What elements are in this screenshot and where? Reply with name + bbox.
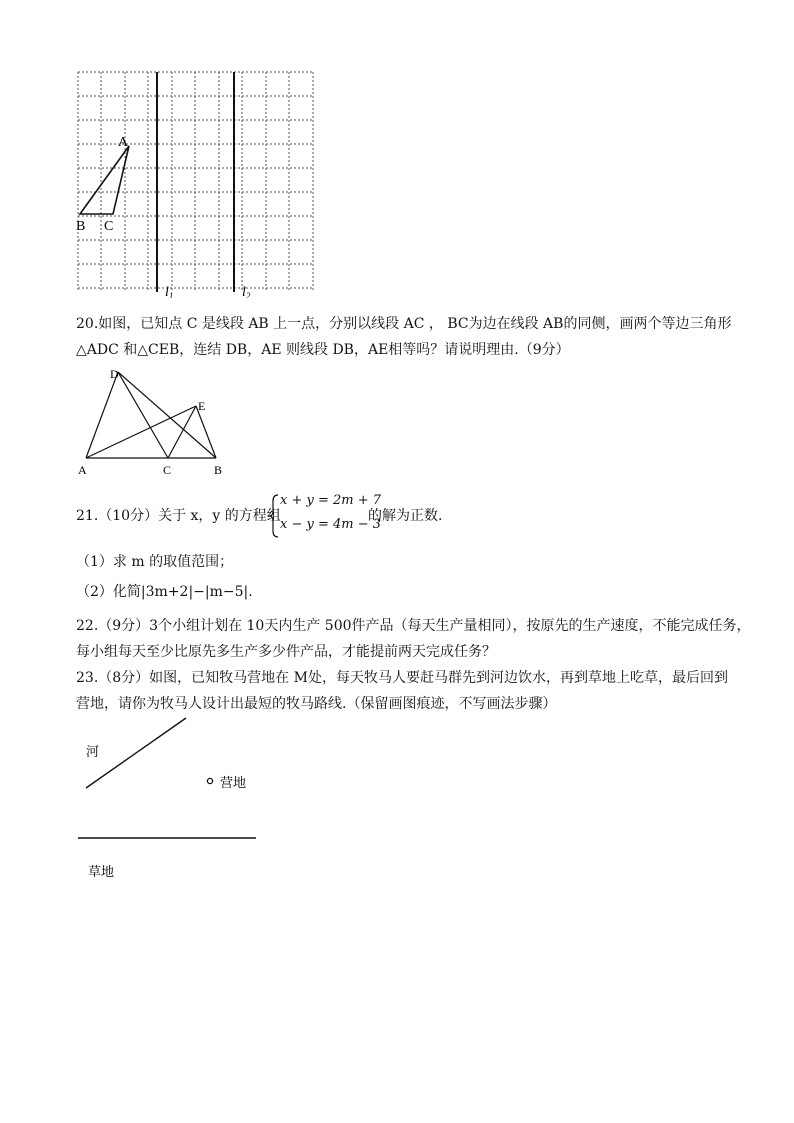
q20-line1: 20.如图，已知点 C 是线段 AB 上一点，分别以线段 AC ， BC为边在线段 AB的同侧，画两个等边三角形 — [76, 316, 732, 332]
brace-icon — [268, 494, 280, 538]
label-c2: C — [163, 463, 172, 477]
q22-line1: 22.（9分）3个小组计划在 10天内生产 500件产品（每天生产量相同），按原先的生产速度，不能完成任务， — [76, 618, 751, 634]
label-a2: A — [78, 463, 87, 477]
q21-suffix: 的解为正数. — [368, 508, 443, 524]
q22-line2: 每小组每天至少比原先多生产多少件产品，才能提前两天完成任务？ — [76, 644, 496, 660]
grid-lines — [78, 72, 314, 292]
label-camp: 营地 — [220, 775, 247, 790]
river-line — [86, 718, 186, 788]
label-a: A — [118, 135, 129, 150]
label-b: B — [76, 219, 86, 234]
label-river: 河 — [86, 744, 100, 759]
q21-eq1: x + y = 2m + 7 — [280, 493, 382, 508]
label-e: E — [198, 399, 206, 413]
label-c: C — [104, 219, 114, 234]
label-l1: $l_1$ — [165, 285, 174, 298]
q21-prefix: 21.（10分）关于 x，y 的方程组 — [76, 508, 281, 524]
label-d: D — [110, 367, 119, 381]
q21-eq2: x − y = 4m − 3 — [280, 517, 382, 532]
label-l2: $l_2$ — [242, 285, 251, 298]
q21-part2: （2）化简|3m+2|−|m−5|. — [76, 584, 253, 600]
q23-line2: 营地，请你为牧马人设计出最短的牧马路线.（保留画图痕迹，不写画法步骤） — [76, 696, 557, 712]
label-grass: 草地 — [88, 864, 115, 879]
label-b2: B — [214, 463, 223, 477]
triangle-abc — [80, 146, 129, 214]
q20-line2: △ADC 和△CEB，连结 DB，AE 则线段 DB，AE相等吗？请说明理由.（9分） — [76, 342, 570, 358]
q21-part1: （1）求 m 的取值范围； — [76, 554, 234, 570]
q23-figure — [72, 712, 272, 888]
q23-line1: 23.（8分）如图，已知牧马营地在 M处，每天牧马人要赶马群先到河边饮水，再到草地上吃草，最后回到 — [76, 670, 728, 686]
camp-point-icon — [207, 778, 212, 783]
q19-grid-figure — [70, 66, 320, 298]
q20-figure — [72, 362, 242, 478]
